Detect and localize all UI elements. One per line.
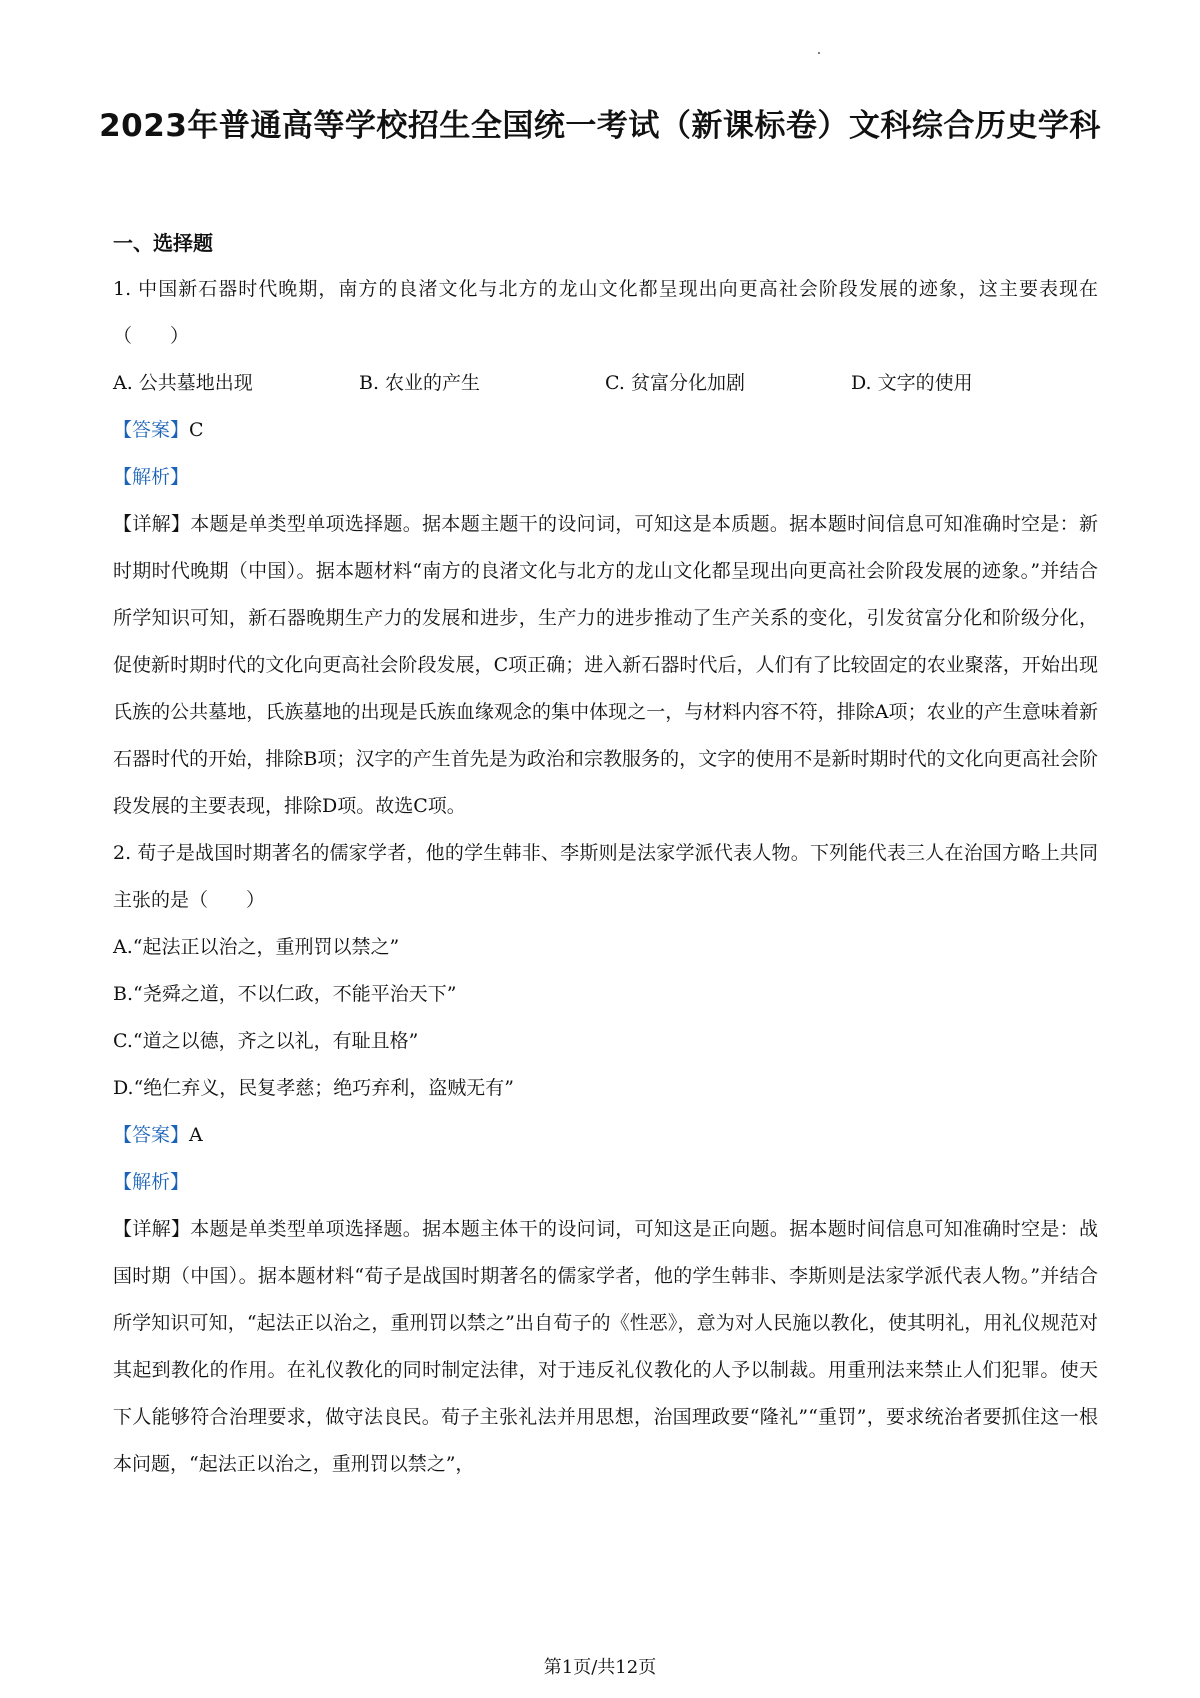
- question-2-detail: [113, 1206, 1098, 1488]
- question-2-answer: [113, 1112, 1098, 1159]
- answer-value: A: [189, 1124, 203, 1146]
- answer-tag: 【答案】: [113, 419, 190, 441]
- detail-text: 本题是单类型单项选择题。据本题主题干的设问词，可知这是本质题。据本题时间信息可知准确时空是：新时期时代晚期（中国）。据本题材料“南方的良渚文化与北方的龙山文化都呈现出向更高社会阶段发展的迹象。”并结合所学知识可知，新石器晚期生产力的发展和进步，生产力的进步推动了生产关系的变化，引发贫富分化和阶级分化，促使新时期时代的文化向更高社会阶段发展，C项正确；进入新石器时代后，人们有了比较固定的农业聚落，开始出现氏族的公共墓地，氏族墓地的出现是氏族血缘观念的集中体现之一，与材料内容不符，排除A项；农业的产生意味着新石器时代的开始，排除B项；汉字的产生首先是为政治和宗教服务的，文字的使用不是新时期时代的文化向更高社会阶段发展的主要表现，排除D项。故选C项。: [113, 513, 1098, 817]
- question-2-option-a: A.“起法正以治之，重刑罚以禁之”: [113, 936, 400, 958]
- answer-value: C: [189, 419, 204, 441]
- question-2-option-d: D.“绝仁弃义，民复孝慈；绝巧弃利，盗贼无有”: [113, 1077, 515, 1099]
- question-1-option-d: D. 文字的使用: [851, 372, 973, 394]
- detail-tag: 【详解】: [113, 1218, 191, 1240]
- detail-text: 本题是单类型单项选择题。据本题主体干的设问词，可知这是正向题。据本题时间信息可知准确时空是：战国时期（中国）。据本题材料“荀子是战国时期著名的儒家学者，他的学生韩非、李斯则是法家学派代表人物。”并结合所学知识可知，“起法正以治之，重刑罚以禁之”出自荀子的《性恶》，意为对人民施以教化，使其明礼，用礼仪规范对其起到教化的作用。在礼仪教化的同时制定法律，对于违反礼仪教化的人予以制裁。用重刑法来禁止人们犯罪。使天下人能够符合治理要求，做守法良民。荀子主张礼法并用思想，治国理政要“隆礼”“重罚”，要求统治者要抓住这一根本问题，“起法正以治之，重刑罚以禁之”，: [113, 1218, 1098, 1475]
- question-1-answer: [113, 407, 1098, 454]
- detail-tag: 【详解】: [113, 513, 191, 535]
- page-title: 2023年普通高等学校招生全国统一考试（新课标卷）文科综合历史学科: [99, 108, 1101, 144]
- question-1-analysis-tag: 【解析】: [113, 466, 190, 488]
- question-2-stem: 2. 荀子是战国时期著名的儒家学者，他的学生韩非、李斯则是法家学派代表人物。下列能代表三人在治国方略上共同主张的是（ ）: [113, 842, 1098, 911]
- document-body: [113, 220, 1098, 1488]
- question-2-analysis-tag: 【解析】: [113, 1171, 190, 1193]
- question-1-option-a: A. 公共墓地出现: [113, 372, 253, 394]
- scan-dot: [818, 52, 820, 54]
- question-1-option-b: B. 农业的产生: [359, 372, 481, 394]
- question-1-options: [113, 360, 1098, 407]
- question-1-stem: 1. 中国新石器时代晚期，南方的良渚文化与北方的龙山文化都呈现出向更高社会阶段发展的迹象，这主要表现在（ ）: [113, 278, 1098, 347]
- question-2-option-b: B.“尧舜之道，不以仁政，不能平治天下”: [113, 983, 457, 1005]
- question-1-detail: [113, 501, 1098, 830]
- answer-tag: 【答案】: [113, 1124, 190, 1146]
- question-1-option-c: C. 贫富分化加剧: [605, 372, 745, 394]
- question-2-option-c: C.“道之以德，齐之以礼，有耻且格”: [113, 1030, 419, 1052]
- section-heading: 一、选择题: [113, 231, 213, 255]
- page-footer: 第1页/共12页: [543, 1657, 657, 1678]
